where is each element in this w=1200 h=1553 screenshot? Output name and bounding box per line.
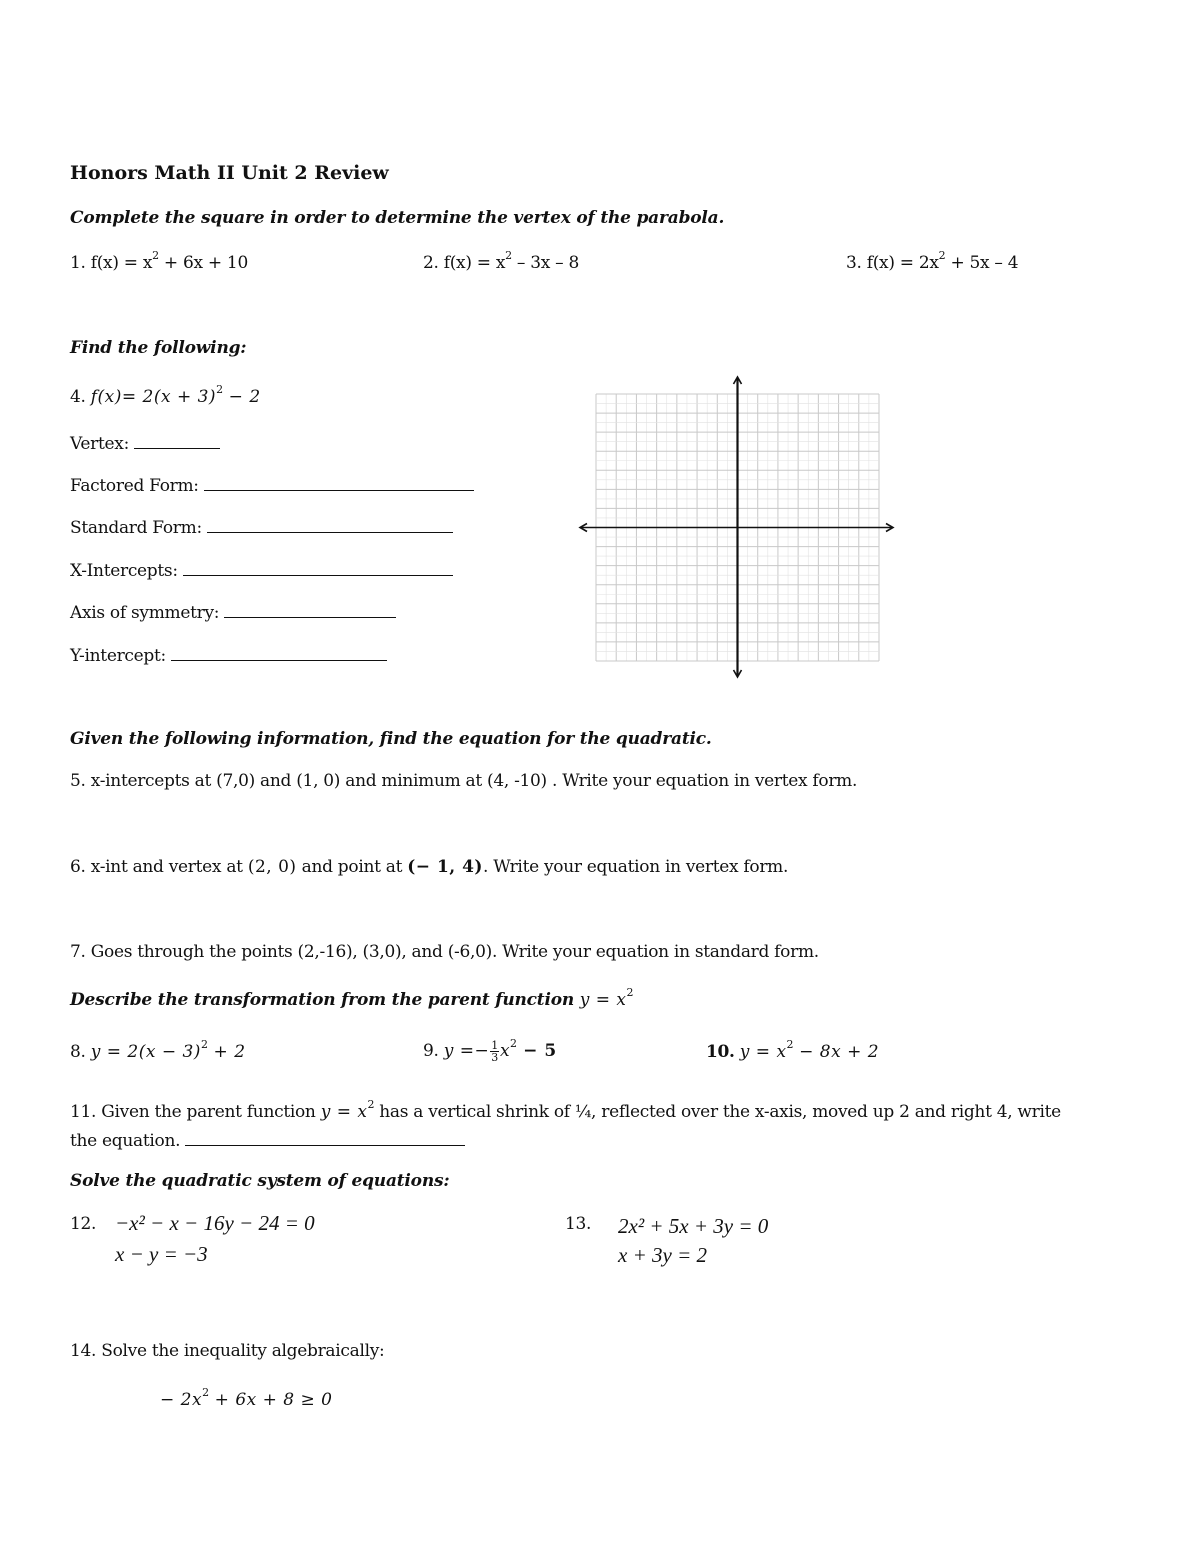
problem-9-exponent: 2 — [510, 1037, 517, 1050]
section-describe-transformation — [70, 986, 634, 1010]
problem-1 — [70, 249, 248, 273]
field-vertex-label: Vertex: — [70, 434, 130, 454]
coordinate-grid[interactable] — [575, 372, 905, 682]
problem-9-fraction — [490, 1040, 499, 1063]
problem-9-fraction-denominator: 3 — [491, 1051, 498, 1064]
field-vertex — [70, 432, 220, 454]
field-x-intercepts-label: X-Intercepts: — [70, 561, 178, 581]
problem-9-var: x — [499, 1041, 511, 1061]
problem-6 — [70, 857, 788, 877]
problem-3-rhs: + 5x – 4 — [945, 253, 1019, 273]
problem-12-equation-1: −x² − x − 16y − 24 = 0 — [115, 1211, 315, 1235]
vertex-answer-blank[interactable] — [134, 432, 220, 449]
problem-8-number: 8. — [70, 1042, 86, 1062]
problem-3-exponent: 2 — [938, 249, 946, 262]
problem-11-prefix: 11. Given the parent function — [70, 1102, 316, 1122]
axis-answer-blank[interactable] — [224, 601, 396, 618]
problem-1-lhs: f(x) = x — [90, 253, 153, 273]
field-axis-of-symmetry — [70, 601, 396, 623]
problem-9-tail: − 5 — [516, 1041, 557, 1061]
problem-4-exponent: 2 — [216, 383, 223, 396]
problem-10-exponent: 2 — [786, 1038, 794, 1051]
problem-14-tail: + 6x + 8 ≥ 0 — [208, 1390, 333, 1410]
problem-3-lhs: f(x) = 2x — [866, 253, 939, 273]
problem-5: 5. x-intercepts at (7,0) and (1, 0) and minimum at (4, -10) . Write your equation in vertex form. — [70, 771, 858, 791]
section-find-following: Find the following: — [70, 338, 247, 358]
section-complete-square: Complete the square in order to determine the vertex of the parabola. — [70, 208, 725, 228]
problem-6-middle: and point at — [301, 857, 403, 877]
problem-11-line2 — [70, 1129, 465, 1151]
problem-9-number: 9. — [423, 1041, 439, 1061]
parent-function: y = x — [579, 990, 627, 1010]
problem-11-function: y = x — [320, 1102, 368, 1122]
problem-10-tail: − 8x + 2 — [793, 1042, 880, 1062]
field-factored-form — [70, 474, 474, 496]
problem-1-exponent: 2 — [152, 249, 159, 262]
field-x-intercepts — [70, 559, 453, 581]
problem-2 — [423, 249, 579, 273]
field-standard-form — [70, 516, 453, 538]
problem-11-answer-blank[interactable] — [185, 1129, 465, 1146]
page-title: Honors Math II Unit 2 Review — [70, 162, 389, 184]
problem-14-lead: − 2x — [160, 1390, 203, 1410]
parent-function-exponent: 2 — [626, 986, 634, 999]
problem-2-lhs: f(x) = x — [443, 253, 506, 273]
problem-8 — [70, 1038, 246, 1062]
section-given-info: Given the following information, find the equation for the quadratic. — [70, 729, 712, 749]
problem-9-lead: y =− — [443, 1041, 490, 1061]
problem-6-suffix: . Write your equation in vertex form. — [482, 857, 789, 877]
field-axis-label: Axis of symmetry: — [70, 603, 220, 623]
factored-form-answer-blank[interactable] — [204, 474, 474, 491]
field-factored-label: Factored Form: — [70, 476, 199, 496]
problem-2-exponent: 2 — [505, 249, 512, 262]
field-y-intercept — [70, 644, 387, 666]
problem-13-equation-2: x + 3y = 2 — [618, 1243, 707, 1267]
problem-4-equation — [70, 383, 261, 407]
problem-2-rhs: – 3x – 8 — [511, 253, 579, 273]
problem-11-line2-text: the equation. — [70, 1131, 181, 1151]
problem-4-number: 4. — [70, 387, 86, 407]
problem-11-exponent: 2 — [367, 1098, 375, 1111]
problem-3 — [846, 249, 1019, 273]
problem-14: 14. Solve the inequality algebraically: — [70, 1341, 385, 1361]
section-solve-system: Solve the quadratic system of equations: — [70, 1171, 450, 1191]
section-describe-text: Describe the transformation from the parent function — [70, 990, 575, 1010]
problem-12-number: 12. — [70, 1214, 97, 1234]
field-standard-label: Standard Form: — [70, 518, 202, 538]
problem-14-inequality — [160, 1386, 333, 1410]
problem-13-number: 13. — [565, 1214, 592, 1234]
problem-1-number: 1. — [70, 253, 86, 273]
standard-form-answer-blank[interactable] — [207, 516, 453, 533]
problem-13-equation-1: 2x² + 5x + 3y = 0 — [618, 1214, 769, 1238]
problem-4-tail: − 2 — [222, 387, 261, 407]
problem-2-number: 2. — [423, 253, 439, 273]
problem-11 — [70, 1098, 1061, 1122]
problem-9 — [423, 1037, 557, 1064]
y-intercept-answer-blank[interactable] — [171, 644, 387, 661]
field-y-intercept-label: Y-intercept: — [70, 646, 166, 666]
problem-8-main: y = 2(x − 3) — [90, 1042, 201, 1062]
problem-14-exponent: 2 — [202, 1386, 209, 1399]
problem-8-tail: + 2 — [207, 1042, 246, 1062]
problem-6-point1: (2, 0) — [247, 857, 297, 877]
problem-10 — [706, 1038, 880, 1062]
problem-11-suffix: has a vertical shrink of ¼, reflected over the x-axis, moved up 2 and right 4, write — [379, 1102, 1061, 1122]
problem-9-fraction-numerator: 1 — [491, 1039, 498, 1052]
problem-10-number: 10. — [706, 1042, 735, 1062]
problem-3-number: 3. — [846, 253, 862, 273]
problem-10-main: y = x — [739, 1042, 787, 1062]
problem-4-main: f(x)= 2(x + 3) — [90, 387, 217, 407]
problem-12-equation-2: x − y = −3 — [115, 1242, 208, 1266]
grid-axes — [580, 377, 893, 677]
problem-7: 7. Goes through the points (2,-16), (3,0), and (-6,0). Write your equation in standard form. — [70, 942, 819, 962]
problem-1-rhs: + 6x + 10 — [158, 253, 248, 273]
x-intercepts-answer-blank[interactable] — [183, 559, 453, 576]
problem-8-exponent: 2 — [200, 1038, 208, 1051]
problem-6-point2: (− 1, 4) — [407, 857, 483, 877]
problem-6-prefix: 6. x-int and vertex at — [70, 857, 243, 877]
